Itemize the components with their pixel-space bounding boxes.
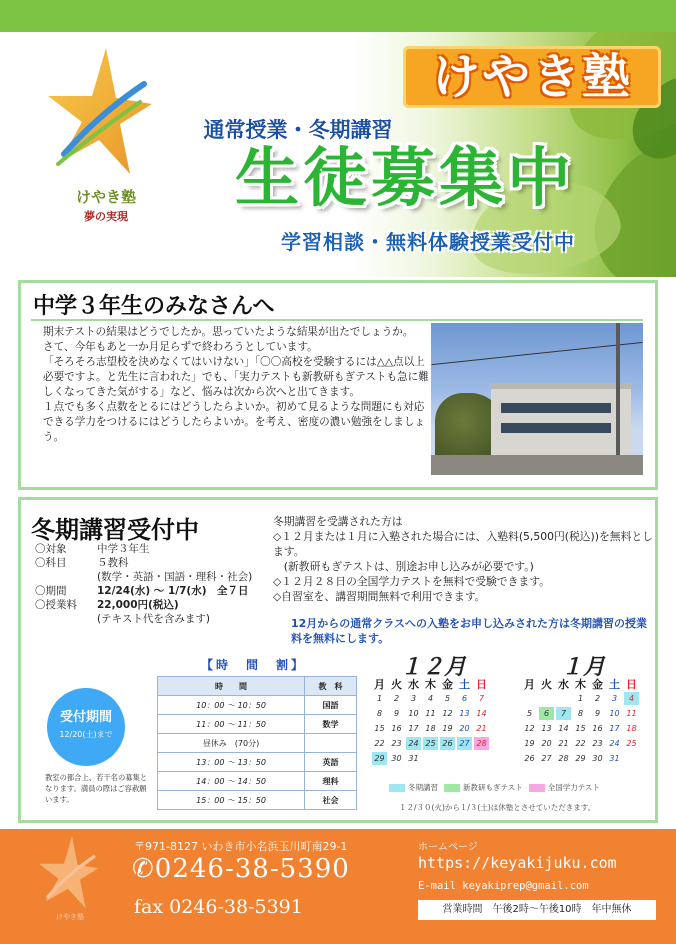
brand-title: けやき塾 [431,49,632,105]
calendar-day: 16 [391,724,402,733]
logo-subtitle: 夢の実現 [84,210,128,223]
info-value: (テキスト代を含みます) [97,613,210,625]
homepage-label: ホームページ [418,842,478,853]
legend-label: 新教研もぎテスト [463,783,523,792]
legend-item [529,782,600,793]
benefit-line: ◇自習室を、講習期間無料で利用できます。 [273,590,486,603]
subject-cell: 英語 [305,753,357,772]
table-row [158,734,357,753]
weekday-header: 金 [442,678,453,691]
star-logo-icon [36,834,100,914]
calendar-day: 7 [556,707,571,720]
homepage-link[interactable]: https://keyakijuku.com [418,854,617,872]
calendar-day: 6 [539,707,554,720]
info-key: 〇授業料 [35,599,77,611]
calendar-grid [521,676,645,766]
calendar-day: 10 [408,709,419,718]
paragraph: さて、今年もあと一か月足らずで終わろうとしています。 [43,341,318,353]
calendar-day: 6 [461,694,468,703]
timetable-header-time: 時 間 [158,677,305,696]
calendar-day: 17 [609,724,620,733]
calendar-grid [371,676,495,766]
paragraph: 期末テストの結果はどうでしたか。思っていたような結果が出たでしょうか。 [43,326,414,338]
weekday-header: 月 [524,678,535,691]
logo-name: けやき塾 [75,188,136,206]
calendar-day: 22 [575,739,586,748]
calendar-day [539,692,554,705]
subject-cell [305,734,357,753]
weekday-header: 木 [425,678,436,691]
section-grade3-message [18,280,658,490]
calendar-day: 14 [476,709,487,718]
subject-cell: 数学 [305,715,357,734]
timetable-title: 【時 間 割】 [201,658,307,672]
free-tuition-note: 12月からの通常クラスへの入塾をお申し込みされた方は冬期講習の授業料を無料にします。 [291,617,647,645]
footer-fax: fax 0246-38-5391 [134,896,303,918]
calendar-day: 12 [442,709,453,718]
weekday-header: 日 [476,678,487,691]
calendar-day [457,752,472,765]
headline-recruiting: 生徒募集中 [235,142,575,216]
calendar-december [371,650,495,766]
holiday-closure-note: １２/３０(火)から１/３(土)は休塾とさせていただきます。 [399,803,596,812]
time-cell: 13：00 ～ 13：50 [158,753,305,772]
section-winter-course [18,497,658,823]
calendar-title: １月 [560,655,605,680]
calendar-day: 22 [374,739,385,748]
calendar-day: 8 [577,709,584,718]
calendar-day: 16 [592,724,603,733]
calendar-day: 7 [478,694,485,703]
section2-title: 冬期講習受付中 [31,516,199,544]
divider [31,319,643,321]
calendar-day: 26 [440,737,455,750]
calendar-day: 30 [592,754,603,763]
footer-address: 〒971-8127 いわき市小名浜玉川町南29-1 [134,840,348,853]
calendar-january [521,650,645,766]
weekday-header: 土 [609,678,620,691]
info-key: 〇科目 [35,557,67,569]
calendar-day: 13 [541,724,552,733]
calendar-day: 18 [425,724,436,733]
benefit-line: ◇１２月２８日の全国学力テストを無料で受験できます。 [273,575,550,588]
time-cell: 11：00 ～ 11：50 [158,715,305,734]
weekday-header: 火 [541,678,552,691]
calendar-day: 13 [459,709,470,718]
calendar-day: 3 [611,694,618,703]
calendar-day: 25 [626,739,637,748]
calendar-day: 17 [408,724,419,733]
subject-cell: 社会 [305,791,357,810]
calendar-day: 24 [406,737,421,750]
headline-courses: 通常授業・冬期講習 [203,118,393,142]
calendar-day: 23 [592,739,603,748]
calendar-day: 20 [541,739,552,748]
timetable-header-subject: 教 科 [305,677,357,696]
time-cell: 15：00 ～ 15：50 [158,791,305,810]
calendar-day: 2 [393,694,400,703]
timetable [157,676,357,810]
calendar-day: 9 [393,709,400,718]
legend-item [389,782,438,793]
time-cell: 10：00 ～ 10：50 [158,696,305,715]
table-row [158,696,357,715]
calendar-day: 31 [609,754,620,763]
headline-consultation: 学習相談・無料体験授業受付中 [281,230,575,254]
calendar-day [440,752,455,765]
benefit-line: ◇１２月または１月に入塾された場合には、入塾料(5,500円(税込))を無料とします。 [273,530,653,558]
calendar-day: 15 [575,724,586,733]
course-info [35,542,285,626]
weekday-header: 水 [408,678,419,691]
calendar-day: 19 [442,724,453,733]
calendar-day: 21 [558,739,569,748]
calendar-day: 24 [609,739,620,748]
calendar-day [556,692,571,705]
calendar-day: 23 [391,739,402,748]
info-key: 〇対象 [35,543,67,555]
benefit-line: 冬期講習を受講された方は [273,515,403,528]
weekday-header: 木 [575,678,586,691]
table-row [158,715,357,734]
time-cell: 14：00 ～ 14：50 [158,772,305,791]
calendar-day [624,752,639,765]
weekday-header: 火 [391,678,402,691]
calendar-title: １２月 [399,655,466,680]
legend-label: 冬期講習 [408,783,438,792]
calendar-day: 27 [541,754,552,763]
calendar-day: 8 [376,709,383,718]
badge-title: 受付期間 [59,710,112,725]
info-value: (数学・英語・国語・理科・社会) [97,571,253,583]
calendar-day: 14 [558,724,569,733]
info-key: 〇期間 [35,585,67,597]
calendar-day: 5 [526,709,533,718]
badge-date: 12/20(土)まで [59,730,113,739]
calendar-day: 19 [524,739,535,748]
table-row [158,791,357,810]
weekday-header: 土 [459,678,470,691]
benefits-list [273,514,653,604]
calendar-day [423,752,438,765]
time-cell: 昼休み (70分) [158,734,305,753]
calendar-day: 28 [558,754,569,763]
benefit-line: (新教研もぎテストは、別途お申し込みが必要です。) [273,560,534,573]
email-link[interactable]: E-mail keyakiprep@gmail.com [418,880,589,892]
calendar-day: 12 [524,724,535,733]
weekday-header: 日 [626,678,637,691]
info-value: 12/24(水) ～ 1/7(水) 全７日 [97,585,249,597]
section1-title: 中学３年生のみなさんへ [33,294,275,319]
school-building-photo [431,323,643,475]
calendar-day: 18 [626,724,637,733]
calendar-day: 4 [427,694,434,703]
calendar-day: 26 [524,754,535,763]
table-row [158,753,357,772]
calendar-day: 2 [594,694,601,703]
calendar-day: 4 [624,692,639,705]
calendar-day: 3 [410,694,417,703]
weekday-header: 月 [374,678,385,691]
calendar-day: 25 [423,737,438,750]
info-value: 22,000円(税込) [97,599,179,611]
calendar-day: 28 [474,737,489,750]
calendar-day: 15 [374,724,385,733]
calendar-legend [389,782,600,793]
legend-label: 全国学力テスト [547,783,600,792]
footer-phone[interactable] [132,854,350,884]
calendar-day: 9 [594,709,601,718]
calendar-day: 29 [372,752,387,765]
weekday-header: 金 [592,678,603,691]
capacity-note: 教室の都合上、若干名の募集となります。満員の際はご容赦願います。 [45,773,148,804]
subject-cell: 理科 [305,772,357,791]
calendar-day: 11 [425,709,436,718]
paragraph: １点でも多く点数をとるにはどうしたらよいか。初めて見るような問題にも対応できる学力をつけるにはどうしたらよいか。を考え、密度の濃い勉強をしましょう。 [43,401,426,443]
phone-icon: ✆ [132,854,155,884]
phone-number: 0246-38-5390 [154,854,350,884]
star-logo-icon [44,44,154,184]
calendar-day: 27 [457,737,472,750]
info-value: ５教科 [97,557,129,569]
top-stripe [0,0,676,32]
legend-item [444,782,523,793]
calendar-day: 20 [459,724,470,733]
footer-logo-name: けやき塾 [56,913,84,921]
calendar-day: 5 [444,694,451,703]
business-hours: 営業時間 午後2時～午後10時 年中無休 [418,900,656,920]
calendar-day: 31 [408,754,419,763]
subject-cell: 国語 [305,696,357,715]
calendar-day: 11 [626,709,637,718]
section1-body [43,325,431,445]
calendar-day: 1 [376,694,383,703]
calendar-day: 10 [609,709,620,718]
calendar-day: 21 [476,724,487,733]
calendar-day [474,752,489,765]
calendar-day: 1 [577,694,584,703]
weekday-header: 水 [558,678,569,691]
calendar-day: 29 [575,754,586,763]
paragraph: 「そろそろ志望校を決めなくてはいけない」「〇〇高校を受験するには△△点以上必要ですよ。と先生に言われた」でも、「実力テストも新教研もぎテストも急に難しくなってきた気がする」など、悩みは次から次へと出てきます。 [43,356,429,398]
info-value: 中学３年生 [97,543,150,555]
table-row [158,772,357,791]
application-period-badge [47,688,125,766]
calendar-day: 30 [391,754,402,763]
calendar-day [522,692,537,705]
